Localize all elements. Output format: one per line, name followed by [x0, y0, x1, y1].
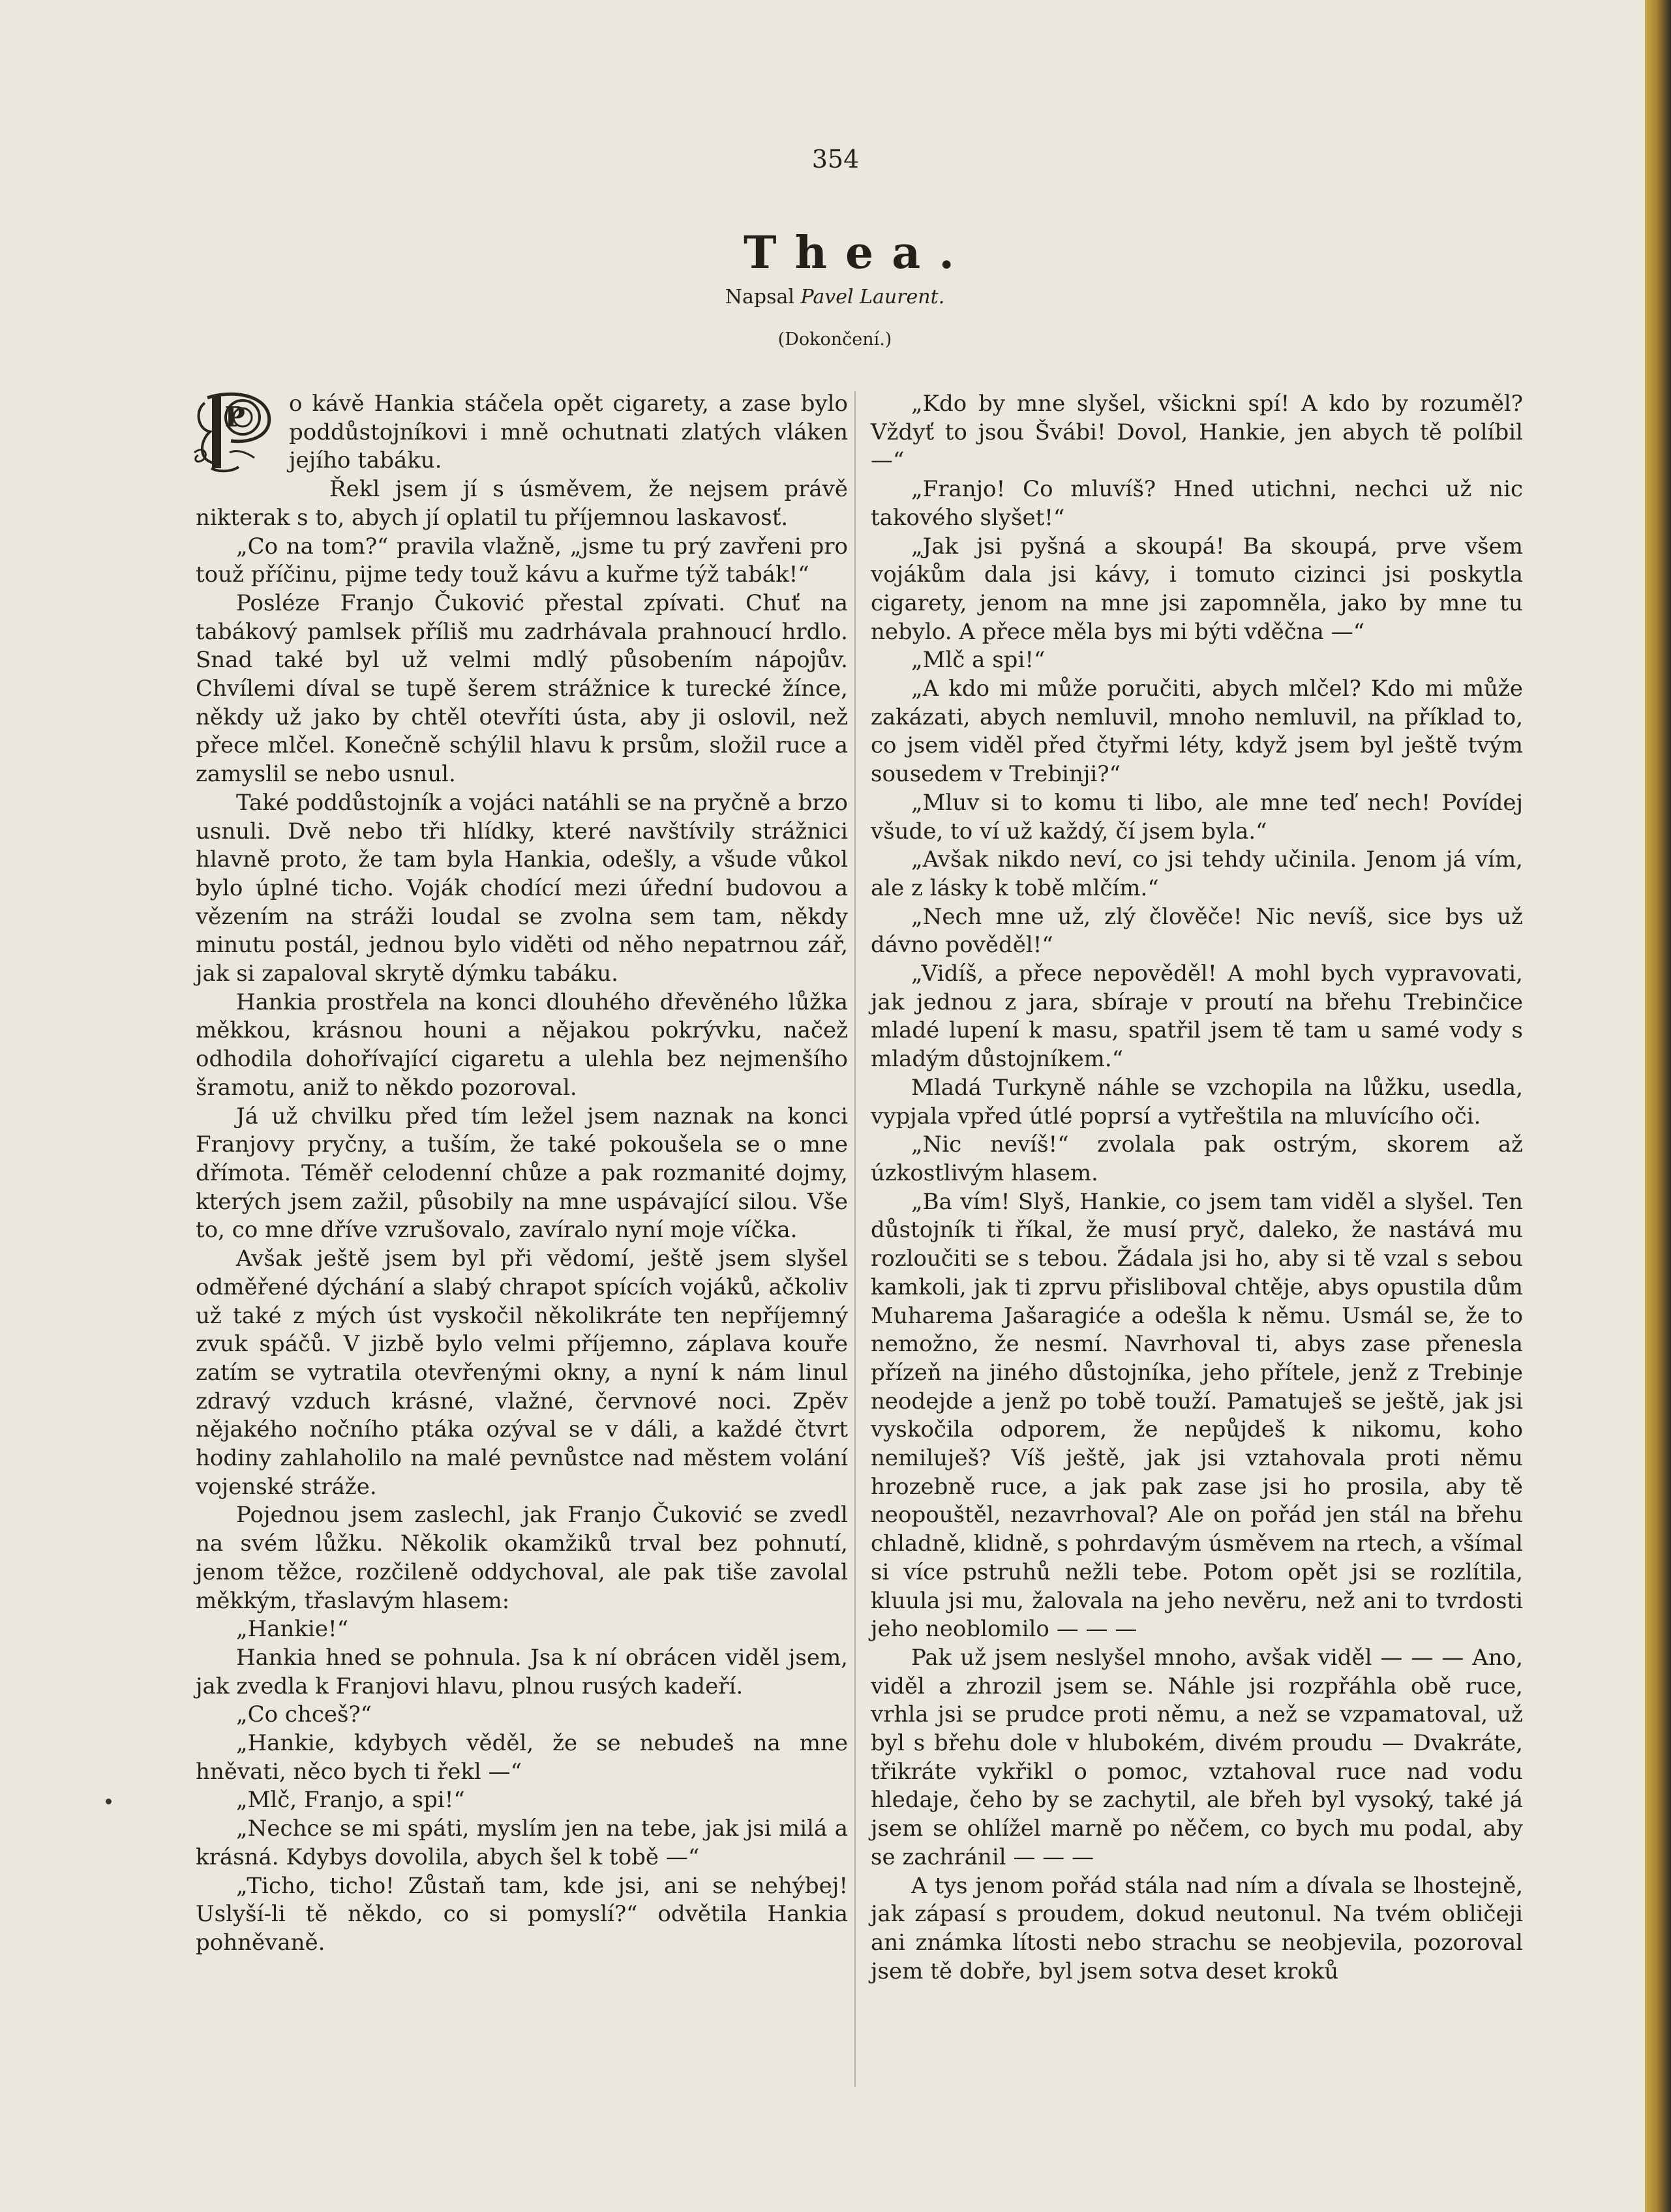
author-name: Pavel Laurent.	[800, 286, 945, 308]
paragraph: „Nechce se mi spáti, myslím jen na tebe, jak jsi milá a krásná. Kdybys dovolila, abych šel k tobě —“	[196, 1816, 848, 1870]
paragraph: „Avšak nikdo neví, co jsi tehdy učinila. Jenom já vím, ale z lásky k tobě mlčím.“	[871, 846, 1523, 901]
paragraph: „Co chceš?“	[236, 1701, 372, 1728]
paragraph: „Mluv si to komu ti libo, ale mne teď nech! Povídej všude, to ví už každý, čí jsem byla.“	[871, 789, 1523, 844]
paragraph: „Hankie, kdybych věděl, že se nebudeš na mne hněvati, něco bych ti řekl —“	[196, 1730, 848, 1785]
drop-cap-letter: P	[224, 401, 245, 433]
paragraph: Hankia hned se pohnula. Jsa k ní obrácen viděl jsem, jak zvedla k Franjovi hlavu, plnou rusých kadeří.	[196, 1644, 848, 1699]
paragraph: „Ticho, ticho! Zůstaň tam, kde jsi, ani se nehýbej! Uslyší-li tě někdo, co si pomyslí?“ odvětila Hankia pohněvaně.	[196, 1872, 848, 1956]
paragraph: „Hankie!“	[236, 1616, 349, 1643]
paragraph: „Nic nevíš!“ zvolala pak ostrým, skorem až úzkostlivým hlasem.	[871, 1131, 1523, 1186]
margin-speck	[106, 1799, 112, 1804]
paragraph: „A kdo mi může poručiti, abych mlčel? Kdo mi může zakázati, abych nemluvil, mnoho nemluvil, na příklad to, co jsem viděl před čtyřmi léty, když jsem byl ještě tvým sousedem v Trebinji?“	[871, 676, 1523, 788]
drop-cap-ornament	[192, 390, 280, 473]
paragraph: Řekl jsem jí s úsměvem, že nejsem právě nikterak s to, abych jí oplatil tu příjemnou laskavosť.	[196, 476, 848, 531]
paragraph: Pojednou jsem zaslechl, jak Franjo Čuković se zvedl na svém lůžku. Několik okamžiků trval bez pohnutí, jenom těžce, rozčileně oddychoval, ale pak tiše zavolal měkkým, třaslavým hlasem:	[196, 1502, 848, 1614]
paragraph: „Co na tom?“ pravila vlažně, „jsme tu prý zavřeni pro touž příčinu, pijme tedy touž kávu a kuřme týž tabák!“	[196, 533, 848, 588]
paragraph: „Ba vím! Slyš, Hankie, co jsem tam viděl a slyšel. Ten důstojník ti říkal, že musí pryč, daleko, že nastává mu rozloučiti se s tebou. Žádala jsi ho, aby si tě vzal s sebou kamkoli, jak ti zprvu přisliboval chtěje, abys opustila dům Muharema Jašaragiće a odešla k němu. Usmál se, že to nemožno, že nesmí. Navrhoval ti, abys zase přenesla přízeň na jiného důstojníka, jeho přítele, jenž z Trebinje neodejde a jenž po tobě touží. Pamatuješ se ještě, jak jsi vyskočila odporem, že nepůjdeš k nikomu, koho nemiluješ? Víš ještě, jak jsi vztahovala proti němu hrozebně ruce, a jak pak zase jsi ho prosila, aby tě neopouštěl, nezavrhoval? Ale on pořád jen stál na břehu chladně, klidně, s pohrdavým úsměvem na rtech, a všímal si více pstruhů nežli tebe. Potom opět jsi se rozlítila, kluula jsi mu, žalovala na jeho nevěru, než ani to tvrdosti jeho neoblomilo — — —	[871, 1188, 1523, 1643]
paragraph: o kávě Hankia stáčela opět cigarety, a zase bylo poddůstojníkovi i mně ochutnati zlatých vláken jejího tabáku.	[289, 391, 848, 474]
paragraph: „Jak jsi pyšná a skoupá! Ba skoupá, prve všem vojákům dala jsi kávy, i tomuto cizinci jsi poskytla cigarety, jenom na mne jsi zapomněla, jako by mne tu nebylo. A přece měla bys mi býti vděčna —“	[871, 533, 1523, 645]
right-column	[871, 390, 1523, 1986]
left-column	[196, 390, 848, 1958]
paragraph: Avšak ještě jsem byl při vědomí, ještě jsem slyšel odměřené dýchání a slabý chrapot spících vojáků, ačkoliv už také z mých úst vyskočil několikráte ten nepříjemný zvuk spáčů. V jizbě bylo velmi příjemno, záplava kouře zatím se vytratila otevřenými okny, a nyní k nám linul zdravý vzduch krásné, vlažné, červnové noci. Zpěv nějakého nočního ptáka ozýval se v dáli, a každé čtvrt hodiny zahlaholilo na malé pevnůstce nad městem volání vojenské stráže.	[196, 1246, 848, 1500]
paragraph: Pak už jsem neslyšel mnoho, avšak viděl — — — Ano, viděl a zhrozil jsem se. Náhle jsi rozpřáhla obě ruce, vrhla jsi se prudce proti němu, a než se vzpamatoval, už byl s břehu dole v hlubokém, divém proudu — Dvakráte, třikráte vykřikl o pomoc, vztahoval ruce nad vodu hledaje, čeho by se zachytil, ale břeh byl vysoký, také já jsem se ohlížel marně po něčem, co bych mu podal, aby se zachránil — — —	[871, 1644, 1523, 1870]
paragraph: Mladá Turkyně náhle se vzchopila na lůžku, usedla, vypjala vpřed útlé poprsí a vytřeštila na mluvícího oči.	[871, 1074, 1523, 1129]
paragraph: „Nech mne už, zlý člověče! Nic nevíš, sice bys už dávno pověděl!“	[871, 903, 1523, 959]
paragraph: „Kdo by mne slyšel, všickni spí! A kdo by rozuměl? Vždyť to jsou Švábi! Dovol, Hankie, jen abych tě políbil —“	[871, 391, 1523, 474]
paragraph: „Mlč, Franjo, a spi!“	[236, 1787, 465, 1814]
paragraph: Já už chvilku před tím ležel jsem naznak na konci Franjovy pryčny, a tuším, že také pokoušela se o mne dřímota. Téměř celodenní chůze a pak rozmanité dojmy, kterých jsem zažil, působily na mne uspávající silou. Vše to, co mne dříve vzrušovalo, zavíralo nyní moje víčka.	[196, 1103, 848, 1244]
page-number: 354	[811, 145, 860, 173]
continuation-note: (Dokončení.)	[777, 329, 892, 350]
paragraph: A tys jenom pořád stála nad ním a dívala se lhostejně, jak zápasí s proudem, dokud neutonul. Na tvém obličeji ani známka lítosti nebo strachu se neobjevila, pozoroval jsem tě dobře, byl jsem sotva deset kroků	[871, 1872, 1523, 1984]
paragraph: „Franjo! Co mluvíš? Hned utichni, nechci už nic takového slyšet!“	[871, 476, 1523, 531]
paragraph: „Mlč a spi!“	[911, 647, 1046, 674]
byline-prefix: Napsal	[725, 286, 801, 308]
book-page-edge	[1645, 0, 1671, 2212]
paragraph: Hankia prostřela na konci dlouhého dřevěného lůžka měkkou, krásnou houni a nějakou pokrývku, načež odhodila dohořívající cigaretu a ulehla bez nejmenšího šramotu, aniž to někdo pozoroval.	[196, 989, 848, 1101]
paragraph: Posléze Franjo Čuković přestal zpívati. Chuť na tabákový pamlsek příliš mu zadrhávala prahnoucí hrdlo. Snad také byl už velmi mdlý působením nápojův. Chvílemi díval se tupě šerem strážnice k turecké žínce, někdy už jako by chtěl otevříti ústa, aby ji oslovil, než přece mlčel. Konečně schýlil hlavu k prsům, složil ruce a zamyslil se nebo usnul.	[196, 590, 848, 788]
article-title: Thea.	[744, 227, 973, 279]
column-divider	[854, 391, 856, 2087]
paragraph: Také poddůstojník a vojáci natáhli se na pryčně a brzo usnuli. Dvě nebo tři hlídky, které navštívily strážnici hlavně proto, že tam byla Hankia, odešly, a všude vůkol bylo úplné ticho. Voják chodící mezi úřední budovou a vězením na stráži loudal se zvolna sem tam, někdy minutu postál, jednou bylo viděti od něho nepatrnou zář, jak si zapaloval skrytě dýmku tabáku.	[196, 789, 848, 987]
byline	[652, 286, 1017, 308]
paragraph: „Vidíš, a přece nepověděl! A mohl bych vypravovati, jak jednou z jara, sbíraje v proutí na břehu Trebinčice mladé lupení k masu, spatřil jsem tě tam u samé vody s mladým důstojníkem.“	[871, 961, 1523, 1073]
